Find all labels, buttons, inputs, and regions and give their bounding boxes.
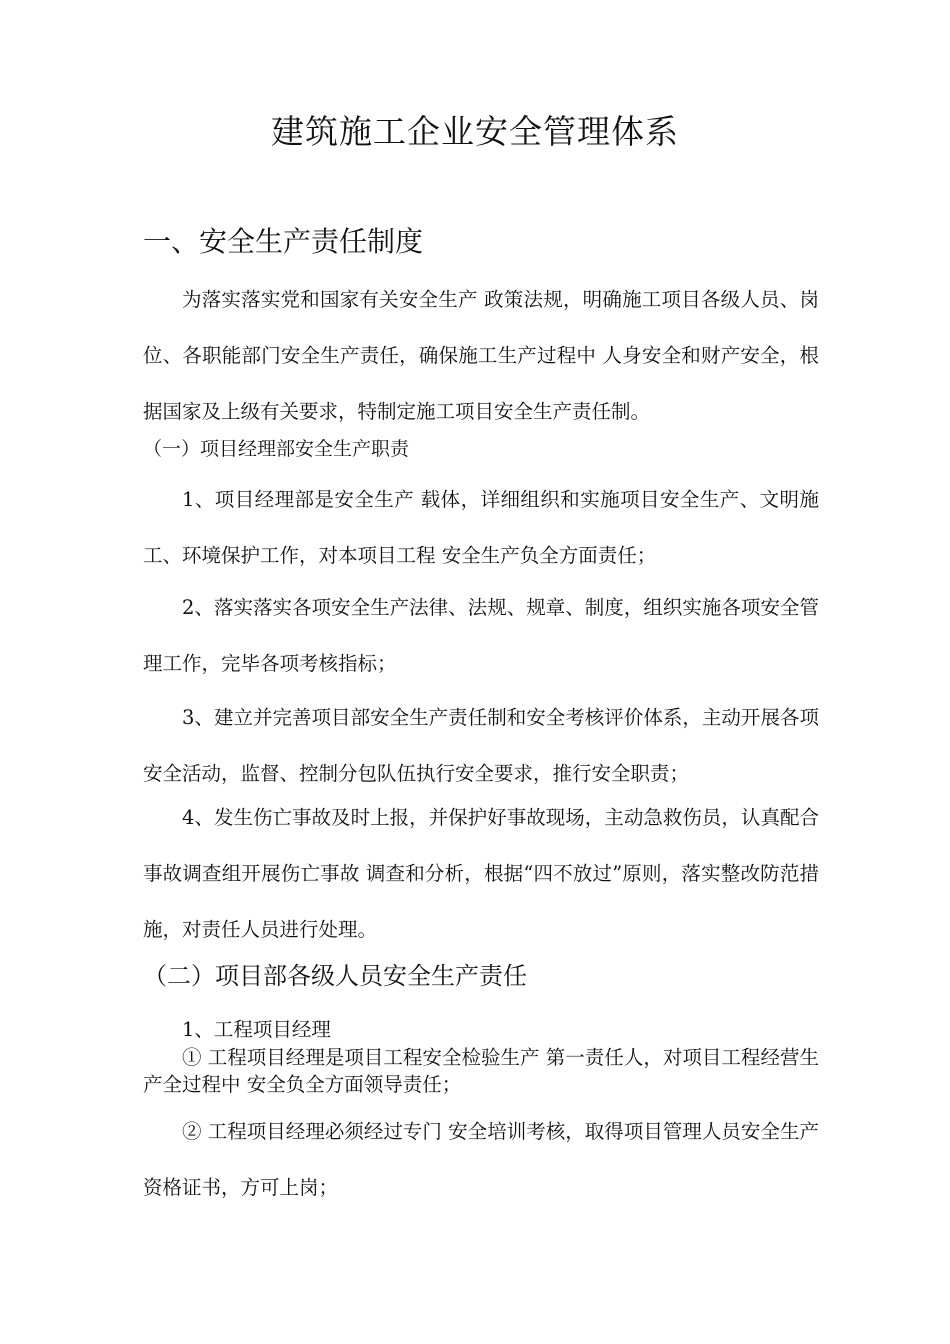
document-title: 建筑施工企业安全管理体系 [271, 112, 679, 151]
subsection-heading: （二）项目部各级人员安全生产责任 [143, 962, 527, 990]
section-heading: 一、安全生产责任制度 [143, 225, 424, 258]
list-item: 2、落实落实各项安全生产法律、法规、规章、制度，组织实施各项安全管理工作，完毕各项考核指标； [143, 596, 819, 675]
list-item: ① 工程项目经理是项目工程安全检验生产 第一责任人，对项目工程经营生产全过程中 安全负全方面领导责任； [143, 1046, 819, 1096]
role-heading: 1、工程项目经理 [182, 1018, 331, 1041]
list-item: 1、项目经理部是安全生产 载体，详细组织和实施项目安全生产、文明施工、环境保护工作，对本项目工程 安全生产负全方面责任； [143, 488, 819, 567]
intro-paragraph: 为落实落实党和国家有关安全生产 政策法规，明确施工项目各级人员、岗位、各职能部门安全生产责任，确保施工生产过程中 人身安全和财产安全，根据国家及上级有关要求，特制定施工项目安全生产责任制。 [143, 288, 819, 423]
list-item: 4、发生伤亡事故及时上报，并保护好事故现场，主动急救伤员，认真配合事故调查组开展伤亡事故 调查和分析，根据“四不放过”原则，落实整改防范措施，对责任人员进行处理。 [143, 806, 819, 941]
list-item: 3、建立并完善项目部安全生产责任制和安全考核评价体系，主动开展各项安全活动，监督、控制分包队伍执行安全要求，推行安全职责； [143, 706, 819, 785]
list-item: ② 工程项目经理必须经过专门 安全培训考核，取得项目管理人员安全生产资格证书，方可上岗； [143, 1120, 819, 1199]
subsection-heading: （一）项目经理部安全生产职责 [143, 438, 410, 460]
